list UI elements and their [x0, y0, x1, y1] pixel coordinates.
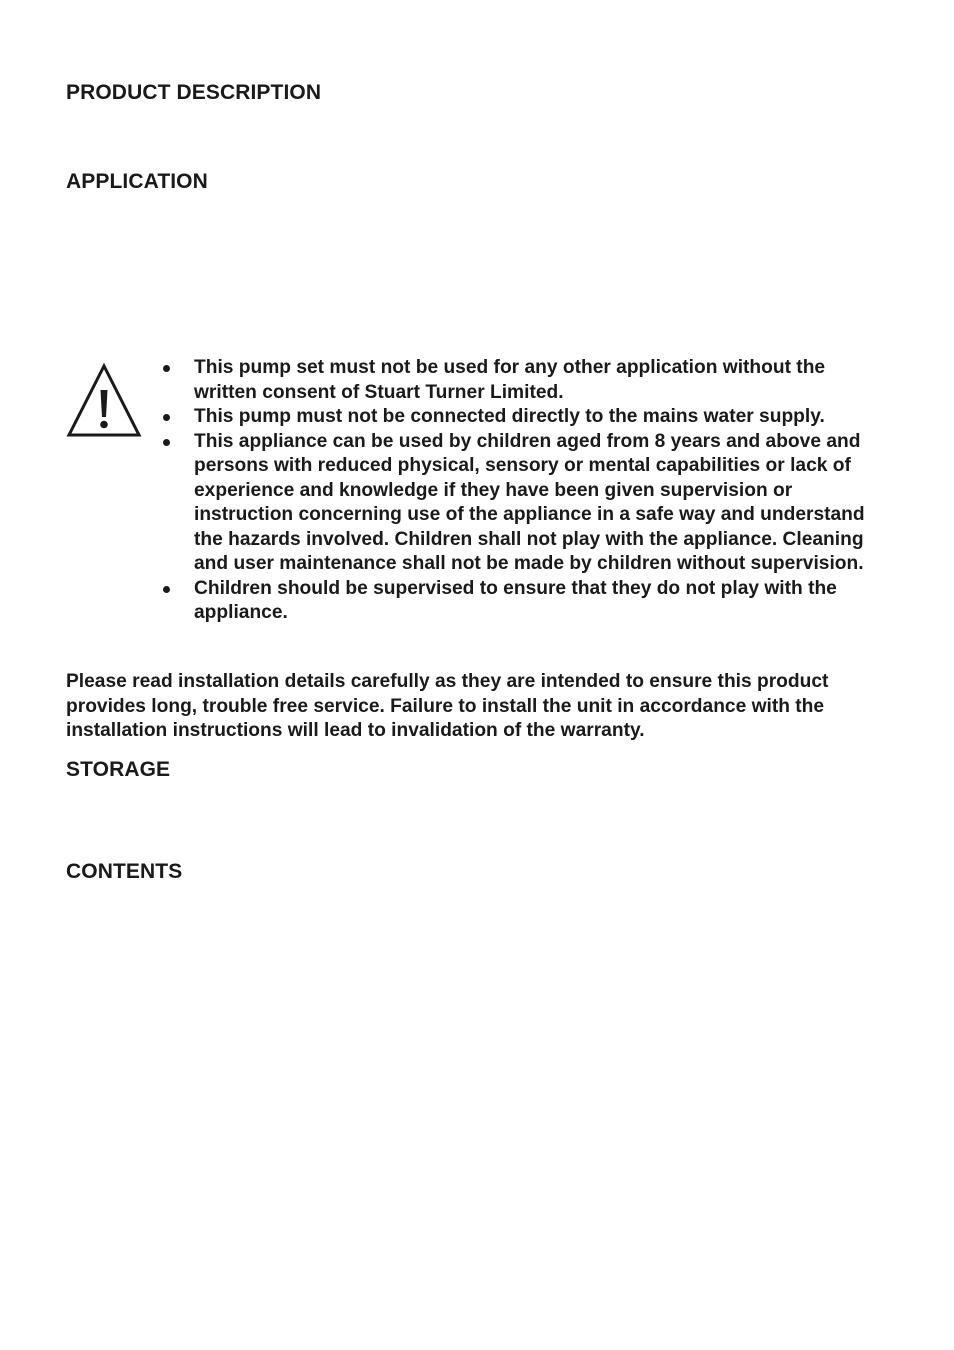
warning-item [161, 430, 881, 577]
warning-list [161, 356, 881, 626]
warning-triangle-icon [66, 363, 142, 439]
bullet-dot [163, 365, 170, 372]
warning-item-text: This pump set must not be used for any other application without the written consent of Stuart Turner Limited. [194, 357, 826, 403]
warning-item [161, 405, 881, 430]
bullet-dot [163, 586, 170, 593]
bullet-dot [163, 439, 170, 446]
warning-item-text: This appliance can be used by children aged from 8 years and above and persons with reduced physical, sensory or mental capabilities or lack of experience and knowledge if they have been given supervision or instruction concerning use of the appliance in a safe way and understand the hazards involved. Children shall not play with the appliance. Cleaning and user maintenance shall not be made by children without supervision. [194, 430, 865, 574]
warning-item-text: Children should be supervised to ensure that they do not play with the appliance. [194, 577, 837, 623]
bullet-dot [163, 414, 170, 421]
application-heading: APPLICATION [66, 170, 208, 193]
warning-item-text: This pump must not be connected directly to the mains water supply. [194, 406, 825, 427]
storage-heading: STORAGE [66, 758, 171, 781]
contents-heading: CONTENTS [66, 860, 183, 883]
product-description-heading: PRODUCT DESCRIPTION [66, 81, 322, 104]
warning-item [161, 577, 881, 626]
warning-item [161, 356, 881, 405]
installation-note: Please read installation details carefully as they are intended to ensure this product provides long, trouble free service. Failure to install the unit in accordance with the installation instructions will lead to invalidation of the warranty. [66, 671, 829, 741]
